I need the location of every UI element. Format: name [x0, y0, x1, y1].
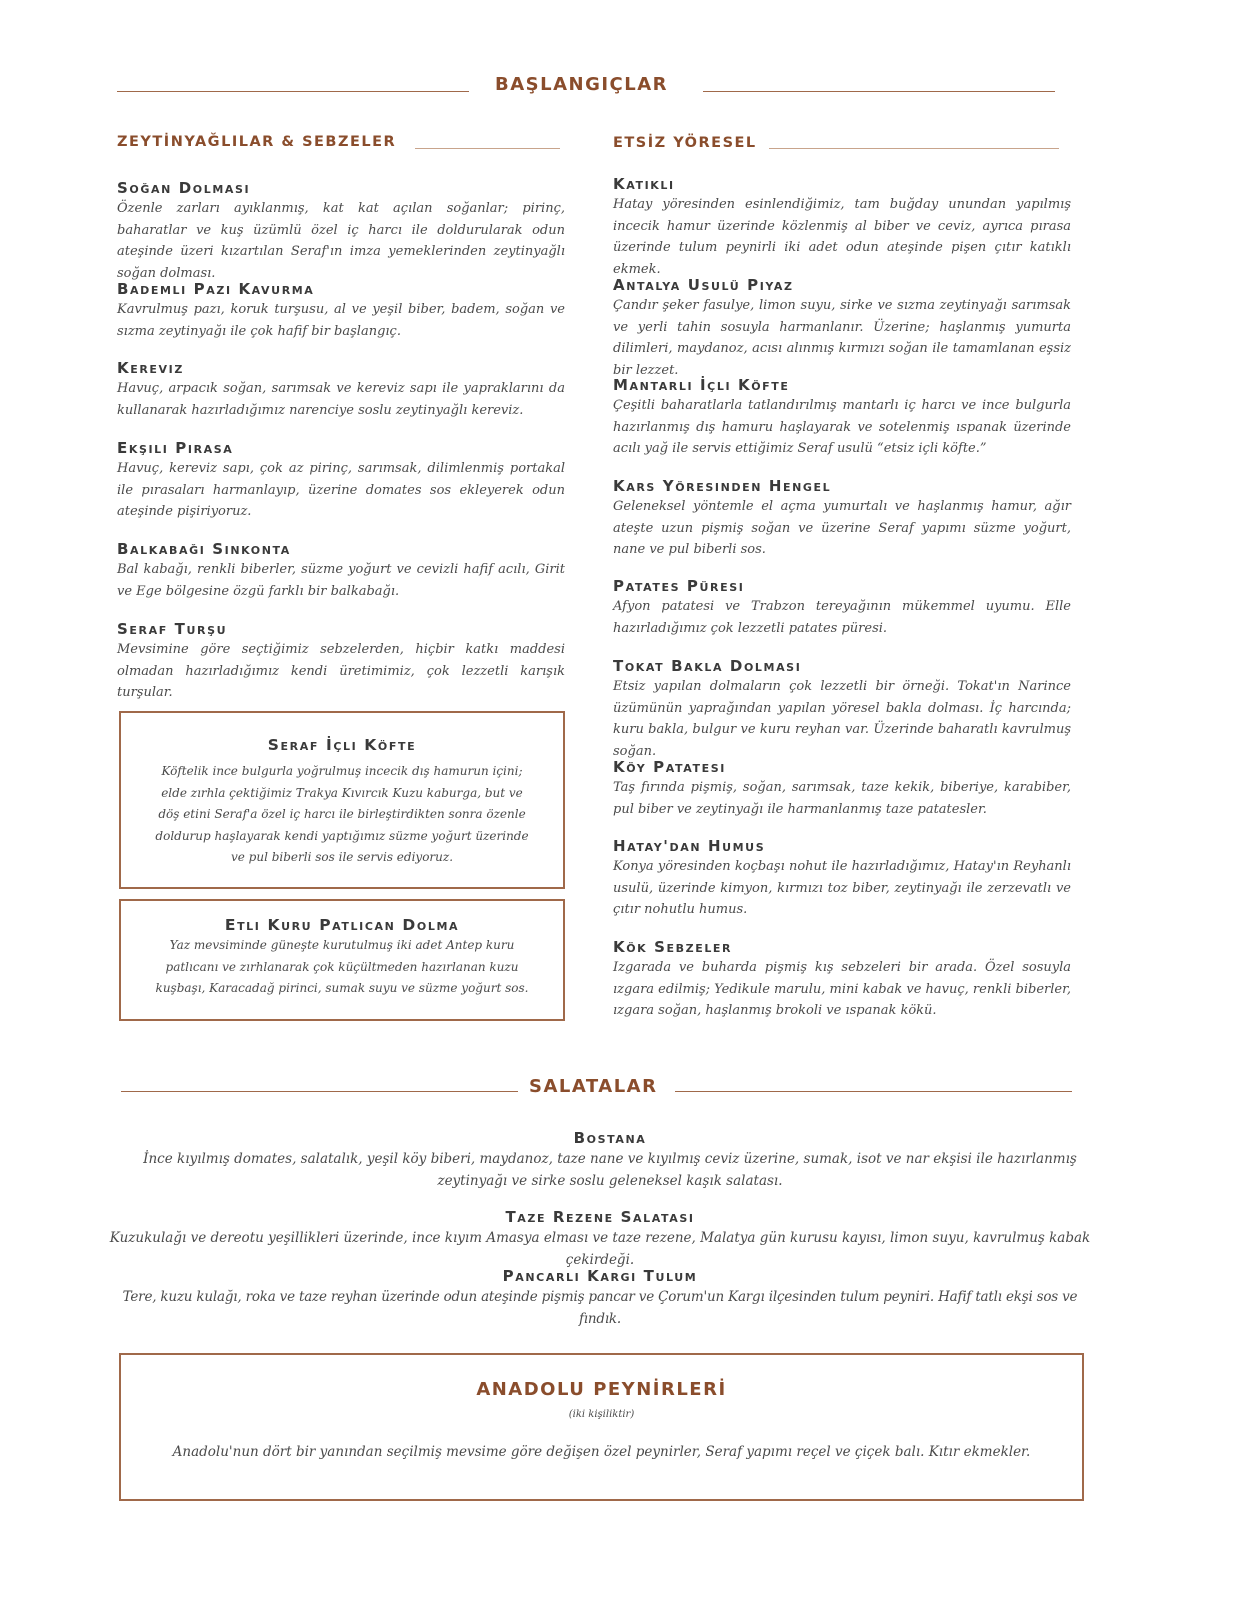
salad-item	[110, 1128, 1110, 1192]
item-description: Çeşitli baharatlarla tatlandırılmış mantarlı iç harcı ve ince bulgurla hazırlanmış dış hamuru haşlayarak ve sotelenmiş ıspanak üzerinde acılı yağ ile servis ettiğimiz Seraf usulü “etsiz içli köfte.”	[613, 398, 1071, 456]
section-title-peynirler: ANADOLU PEYNİRLERİ	[476, 1379, 727, 1400]
menu-item	[117, 358, 565, 421]
item-description: Etsiz yapılan dolmaların çok lezzetli bir örneği. Tokat'ın Narince üzümünün yaprağından yapılan yöresel bakla dolması. İç harcında; kuru bakla, bulgur ve kuru reyhan var. Üzerinde baharatlı kavrulmuş soğan.	[613, 679, 1071, 759]
item-name: Hatay'dan Humus	[613, 837, 766, 855]
item-description: Geleneksel yöntemle el açma yumurtalı ve haşlanmış hamur, ağır ateşte uzun pişmiş soğan ve üzerine Seraf yapımı süzme yoğurt, nane ve pul biberli sos.	[613, 499, 1071, 557]
item-description: Özenle zarları ayıklanmış, kat kat açılan soğanlar; pirinç, baharatlar ve kuş üzümlü özel iç harcı ile doldurularak odun ateşinde üzeri kızartılan Seraf'ın imza yemeklerinden zeytinyağlı soğan dolması.	[117, 201, 565, 281]
divider-line	[703, 91, 1055, 92]
menu-item	[117, 438, 565, 523]
item-name: Pancarlı Kargı Tulum	[502, 1267, 698, 1285]
cheese-note: (iki kişiliktir)	[568, 1409, 635, 1420]
item-description: Havuç, kereviz sapı, çok az pirinç, sarımsak, dilimlenmiş portakal ile pırasaları harmanlayıp, üzerine domates sos ekleyerek odun ateşinde pişiriyoruz.	[117, 461, 565, 519]
description-line: ve pul biberli sos ile servis ediyoruz.	[230, 850, 454, 864]
item-name: Bademli Pazı Kavurma	[117, 280, 315, 298]
item-name: Taze Rezene Salatası	[505, 1208, 695, 1226]
item-description: Havuç, arpacık soğan, sarımsak ve kereviz sapı ile yapraklarını da kullanarak hazırladığımız narenciye soslu zeytinyağlı kereviz.	[117, 381, 565, 418]
menu-item	[613, 937, 1071, 1022]
section-title-zeytinyaglilar: ZEYTİNYAĞLILAR & SEBZELER	[117, 134, 397, 150]
featured-item-box	[119, 711, 565, 889]
item-description: Mevsimine göre seçtiğimiz sebzelerden, hiçbir katkı maddesi olmadan hazırladığımız kendi üretimimiz, çok lezzetli karışık turşular.	[117, 642, 565, 700]
item-description: Konya yöresinden koçbaşı nohut ile hazırladığımız, Hatay'ın Reyhanlı usulü, üzerinde kimyon, kırmızı toz biber, zeytinyağı ile zerzevatlı ve çıtır nohutlu humus.	[613, 859, 1071, 917]
item-name: Balkabağı Sinkonta	[117, 540, 291, 558]
menu-item	[613, 275, 1071, 381]
item-name: Kök Sebzeler	[613, 938, 733, 956]
description-line: elde zırhla çektiğimiz Trakya Kıvırcık Kuzu kaburga, but ve	[161, 785, 523, 800]
description-line: patlıcanı ve zırhlanarak çok küçültmeden hazırlanan kuzu	[165, 959, 519, 974]
item-name: Seraf Turşu	[117, 620, 228, 638]
item-description: Çandır şeker fasulye, limon suyu, sirke ve sızma zeytinyağı sarımsak ve yerli tahin sosuyla harmanlanır. Üzerine; haşlanmış yumurta dilimleri, maydanoz, acısı alınmış kırmızı soğan ile tamamlanan eşsiz bir lezzet.	[613, 298, 1071, 378]
salad-item	[100, 1207, 1100, 1271]
item-name: Bostana	[573, 1129, 647, 1147]
item-description: Izgarada ve buharda pişmiş kış sebzeleri bir arada. Özel sosuyla ızgara edilmiş; Yedikule marulu, mini kabak ve havuç, renkli biberler, ızgara soğan, haşlanmış brokoli ve ıspanak kökü.	[613, 960, 1071, 1018]
description-line: doldurup haşlayarak kendi yaptığımız süzme yoğurt üzerinde	[155, 828, 529, 843]
item-name: Katıklı	[613, 175, 675, 193]
item-description: Hatay yöresinden esinlendiğimiz, tam buğday unundan yapılmış incecik hamur üzerinde közlenmiş al biber ve ceviz, ayrıca pırasa üzerinde tulum peynirli iki adet odun ateşinde pişen çıtır katıklı ekmek.	[613, 197, 1071, 277]
description-line: döş etini Seraf'a özel iç harcı ile birleştirdikten sonra özenle	[158, 807, 526, 821]
item-description	[121, 761, 563, 869]
menu-item	[613, 375, 1071, 460]
description-line: Köftelik ince bulgurla yoğrulmuş incecik dış hamurun içini;	[161, 764, 523, 778]
item-description	[121, 935, 563, 1000]
section-title-baslangiclar: BAŞLANGIÇLAR	[495, 74, 669, 95]
menu-item	[117, 178, 565, 284]
item-description: Afyon patatesi ve Trabzon tereyağının mükemmel uyumu. Elle hazırladığımız çok lezzetli patates püresi.	[613, 599, 1071, 636]
item-name: Patates Püresi	[613, 577, 745, 595]
menu-item	[613, 656, 1071, 762]
menu-item	[613, 757, 1071, 820]
item-name: Soğan Dolması	[117, 179, 251, 197]
cheese-box	[119, 1353, 1084, 1501]
divider-line	[117, 91, 469, 92]
item-description: Taş fırında pişmiş, soğan, sarımsak, taze kekik, biberiye, karabiber, pul biber ve zeytinyağı ile harmanlanmış taze patatesler.	[613, 780, 1071, 817]
item-name: Etli Kuru Patlıcan Dolma	[224, 916, 460, 934]
salad-item	[100, 1266, 1100, 1330]
featured-item-box	[119, 899, 565, 1021]
menu-item	[613, 476, 1071, 561]
section-title-salatalar: SALATALAR	[529, 1076, 658, 1097]
item-name: Kereviz	[117, 359, 184, 377]
menu-item	[117, 279, 565, 342]
section-title-etsiz: ETSİZ YÖRESEL	[613, 135, 757, 151]
cheese-description: Anadolu'nun dört bir yanından seçilmiş mevsime göre değişen özel peynirler, Seraf yapımı reçel ve çiçek balı. Kıtır ekmekler.	[172, 1443, 1031, 1460]
item-name: Antalya Usulü Piyaz	[613, 276, 794, 294]
menu-item	[613, 576, 1071, 639]
description-line: Yaz mevsiminde güneşte kurutulmuş iki adet Antep kuru	[169, 938, 515, 952]
menu-item	[613, 174, 1071, 280]
item-description: İnce kıyılmış domates, salatalık, yeşil köy biberi, maydanoz, taze nane ve kıyılmış ceviz üzerine, sumak, isot ve nar ekşisi ile hazırlanmış zeytinyağı ve sirke soslu geleneksel kaşık salatası.	[143, 1151, 1077, 1189]
description-line: kuşbaşı, Karacadağ pirinci, sumak suyu ve süzme yoğurt sos.	[155, 981, 529, 995]
item-name: Kars Yöresinden Hengel	[613, 477, 832, 495]
item-description: Bal kabağı, renkli biberler, süzme yoğurt ve cevizli hafif acılı, Girit ve Ege bölgesine özgü farklı bir balkabağı.	[117, 562, 565, 599]
item-description: Kuzukulağı ve dereotu yeşillikleri üzerinde, ince kıyım Amasya elması ve taze rezene, Malatya gün kurusu kayısı, limon suyu, kavrulmuş kabak çekirdeği.	[109, 1230, 1091, 1268]
item-description: Tere, kuzu kulağı, roka ve taze reyhan üzerinde odun ateşinde pişmiş pancar ve Çorum'un Kargı ilçesinden tulum peyniri. Hafif tatlı ekşi sos ve fındık.	[122, 1289, 1078, 1327]
menu-item	[117, 539, 565, 602]
divider-line	[415, 148, 560, 149]
item-name: Mantarlı İçli Köfte	[613, 376, 790, 394]
item-name: Ekşili Pırasa	[117, 439, 234, 457]
item-description: Kavrulmuş pazı, koruk turşusu, al ve yeşil biber, badem, soğan ve sızma zeytinyağı ile çok hafif bir başlangıç.	[117, 302, 565, 339]
item-name: Köy Patatesi	[613, 758, 726, 776]
divider-line	[675, 1091, 1072, 1092]
item-name: Seraf İçli Köfte	[267, 736, 417, 754]
menu-item	[613, 836, 1071, 921]
divider-line	[121, 1091, 518, 1092]
menu-item	[117, 619, 565, 704]
item-name: Tokat Bakla Dolması	[613, 657, 802, 675]
divider-line	[769, 148, 1059, 149]
